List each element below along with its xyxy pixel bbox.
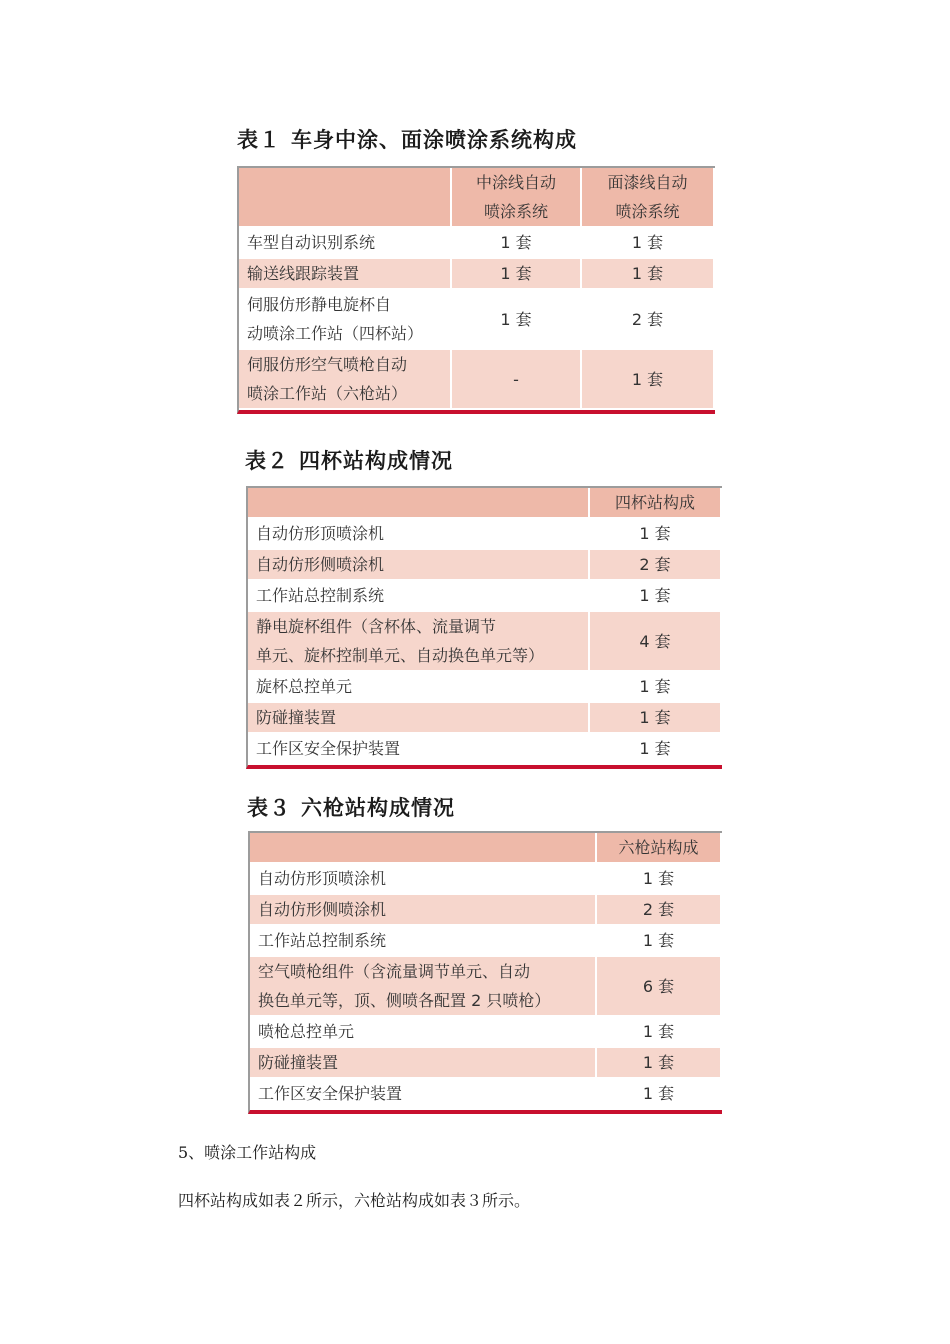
item-cell: 输送线跟踪装置 [239, 258, 451, 289]
table-row [239, 258, 714, 289]
section-heading: 5、喷涂工作站构成 [178, 1143, 317, 1162]
table-row [250, 863, 721, 894]
table-row [250, 1016, 721, 1047]
table-row [250, 1047, 721, 1078]
item-cell: 工作区安全保护装置 [248, 733, 589, 764]
item-cell: 防碰撞装置 [250, 1047, 596, 1078]
quantity-cell: 4 套 [589, 611, 721, 671]
header-cell [239, 168, 451, 227]
table-row [250, 956, 721, 1016]
quantity-cell: 6 套 [596, 956, 721, 1016]
item-cell: 工作区安全保护装置 [250, 1078, 596, 1109]
table3-body [250, 833, 721, 1109]
quantity-cell: - [451, 349, 581, 409]
item-cell: 旋杯总控单元 [248, 671, 589, 702]
table2-caption: 四杯站构成情况 [299, 449, 453, 473]
table3 [248, 831, 722, 1114]
item-cell: 车型自动识别系统 [239, 227, 451, 258]
header-cell [248, 488, 589, 518]
quantity-cell: 1 套 [596, 1016, 721, 1047]
item-cell: 喷枪总控单元 [250, 1016, 596, 1047]
table3-title [247, 792, 455, 822]
item-cell: 空气喷枪组件（含流量调节单元、自动 换色单元等，顶、侧喷各配置 2 只喷枪） [250, 956, 596, 1016]
header-cell: 四杯站构成 [589, 488, 721, 518]
header-cell: 面漆线自动 喷涂系统 [581, 168, 714, 227]
quantity-cell: 1 套 [581, 227, 714, 258]
header-row [250, 833, 721, 863]
item-cell: 静电旋杯组件（含杯体、流量调节 单元、旋杯控制单元、自动换色单元等） [248, 611, 589, 671]
table-row [248, 671, 721, 702]
quantity-cell: 1 套 [589, 733, 721, 764]
table2-grid [248, 488, 722, 765]
table-row [250, 925, 721, 956]
header-row [248, 488, 721, 518]
item-cell: 自动仿形侧喷涂机 [250, 894, 596, 925]
table1-caption: 车身中涂、面涂喷涂系统构成 [291, 128, 577, 152]
table1 [237, 166, 715, 414]
table3-caption: 六枪站构成情况 [301, 796, 455, 820]
quantity-cell: 1 套 [451, 227, 581, 258]
quantity-cell: 1 套 [589, 671, 721, 702]
table-row [248, 702, 721, 733]
table1-title [237, 124, 577, 154]
header-row [239, 168, 714, 227]
header-cell [250, 833, 596, 863]
quantity-cell: 2 套 [581, 289, 714, 349]
quantity-cell: 1 套 [451, 258, 581, 289]
table-row [248, 611, 721, 671]
body-paragraph: 四杯站构成如表２所示，六枪站构成如表３所示。 [178, 1191, 531, 1210]
quantity-cell: 1 套 [589, 518, 721, 549]
quantity-cell: 2 套 [596, 894, 721, 925]
quantity-cell: 2 套 [589, 549, 721, 580]
table-row [248, 733, 721, 764]
table2 [246, 486, 722, 769]
item-cell: 伺服仿形静电旋杯自 动喷涂工作站（四杯站） [239, 289, 451, 349]
table2-body [248, 488, 721, 764]
item-cell: 自动仿形顶喷涂机 [248, 518, 589, 549]
header-cell: 中涂线自动 喷涂系统 [451, 168, 581, 227]
quantity-cell: 1 套 [451, 289, 581, 349]
table-row [248, 518, 721, 549]
quantity-cell: 1 套 [596, 1078, 721, 1109]
table-row [239, 227, 714, 258]
table-row [250, 894, 721, 925]
quantity-cell: 1 套 [581, 349, 714, 409]
table1-grid [239, 168, 715, 410]
item-cell: 自动仿形侧喷涂机 [248, 549, 589, 580]
quantity-cell: 1 套 [596, 1047, 721, 1078]
item-cell: 伺服仿形空气喷枪自动 喷涂工作站（六枪站） [239, 349, 451, 409]
item-cell: 工作站总控制系统 [248, 580, 589, 611]
quantity-cell: 1 套 [589, 702, 721, 733]
quantity-cell: 1 套 [596, 863, 721, 894]
item-cell: 工作站总控制系统 [250, 925, 596, 956]
table-row [239, 289, 714, 349]
table2-number: 表２ [245, 449, 289, 473]
quantity-cell: 1 套 [589, 580, 721, 611]
table-row [248, 549, 721, 580]
table-row [250, 1078, 721, 1109]
header-cell: 六枪站构成 [596, 833, 721, 863]
table-row [248, 580, 721, 611]
item-cell: 自动仿形顶喷涂机 [250, 863, 596, 894]
item-cell: 防碰撞装置 [248, 702, 589, 733]
quantity-cell: 1 套 [581, 258, 714, 289]
table2-title [245, 445, 453, 475]
quantity-cell: 1 套 [596, 925, 721, 956]
table1-number: 表１ [237, 128, 281, 152]
table-row [239, 349, 714, 409]
table1-body [239, 168, 714, 409]
table3-grid [250, 833, 722, 1110]
table3-number: 表３ [247, 796, 291, 820]
